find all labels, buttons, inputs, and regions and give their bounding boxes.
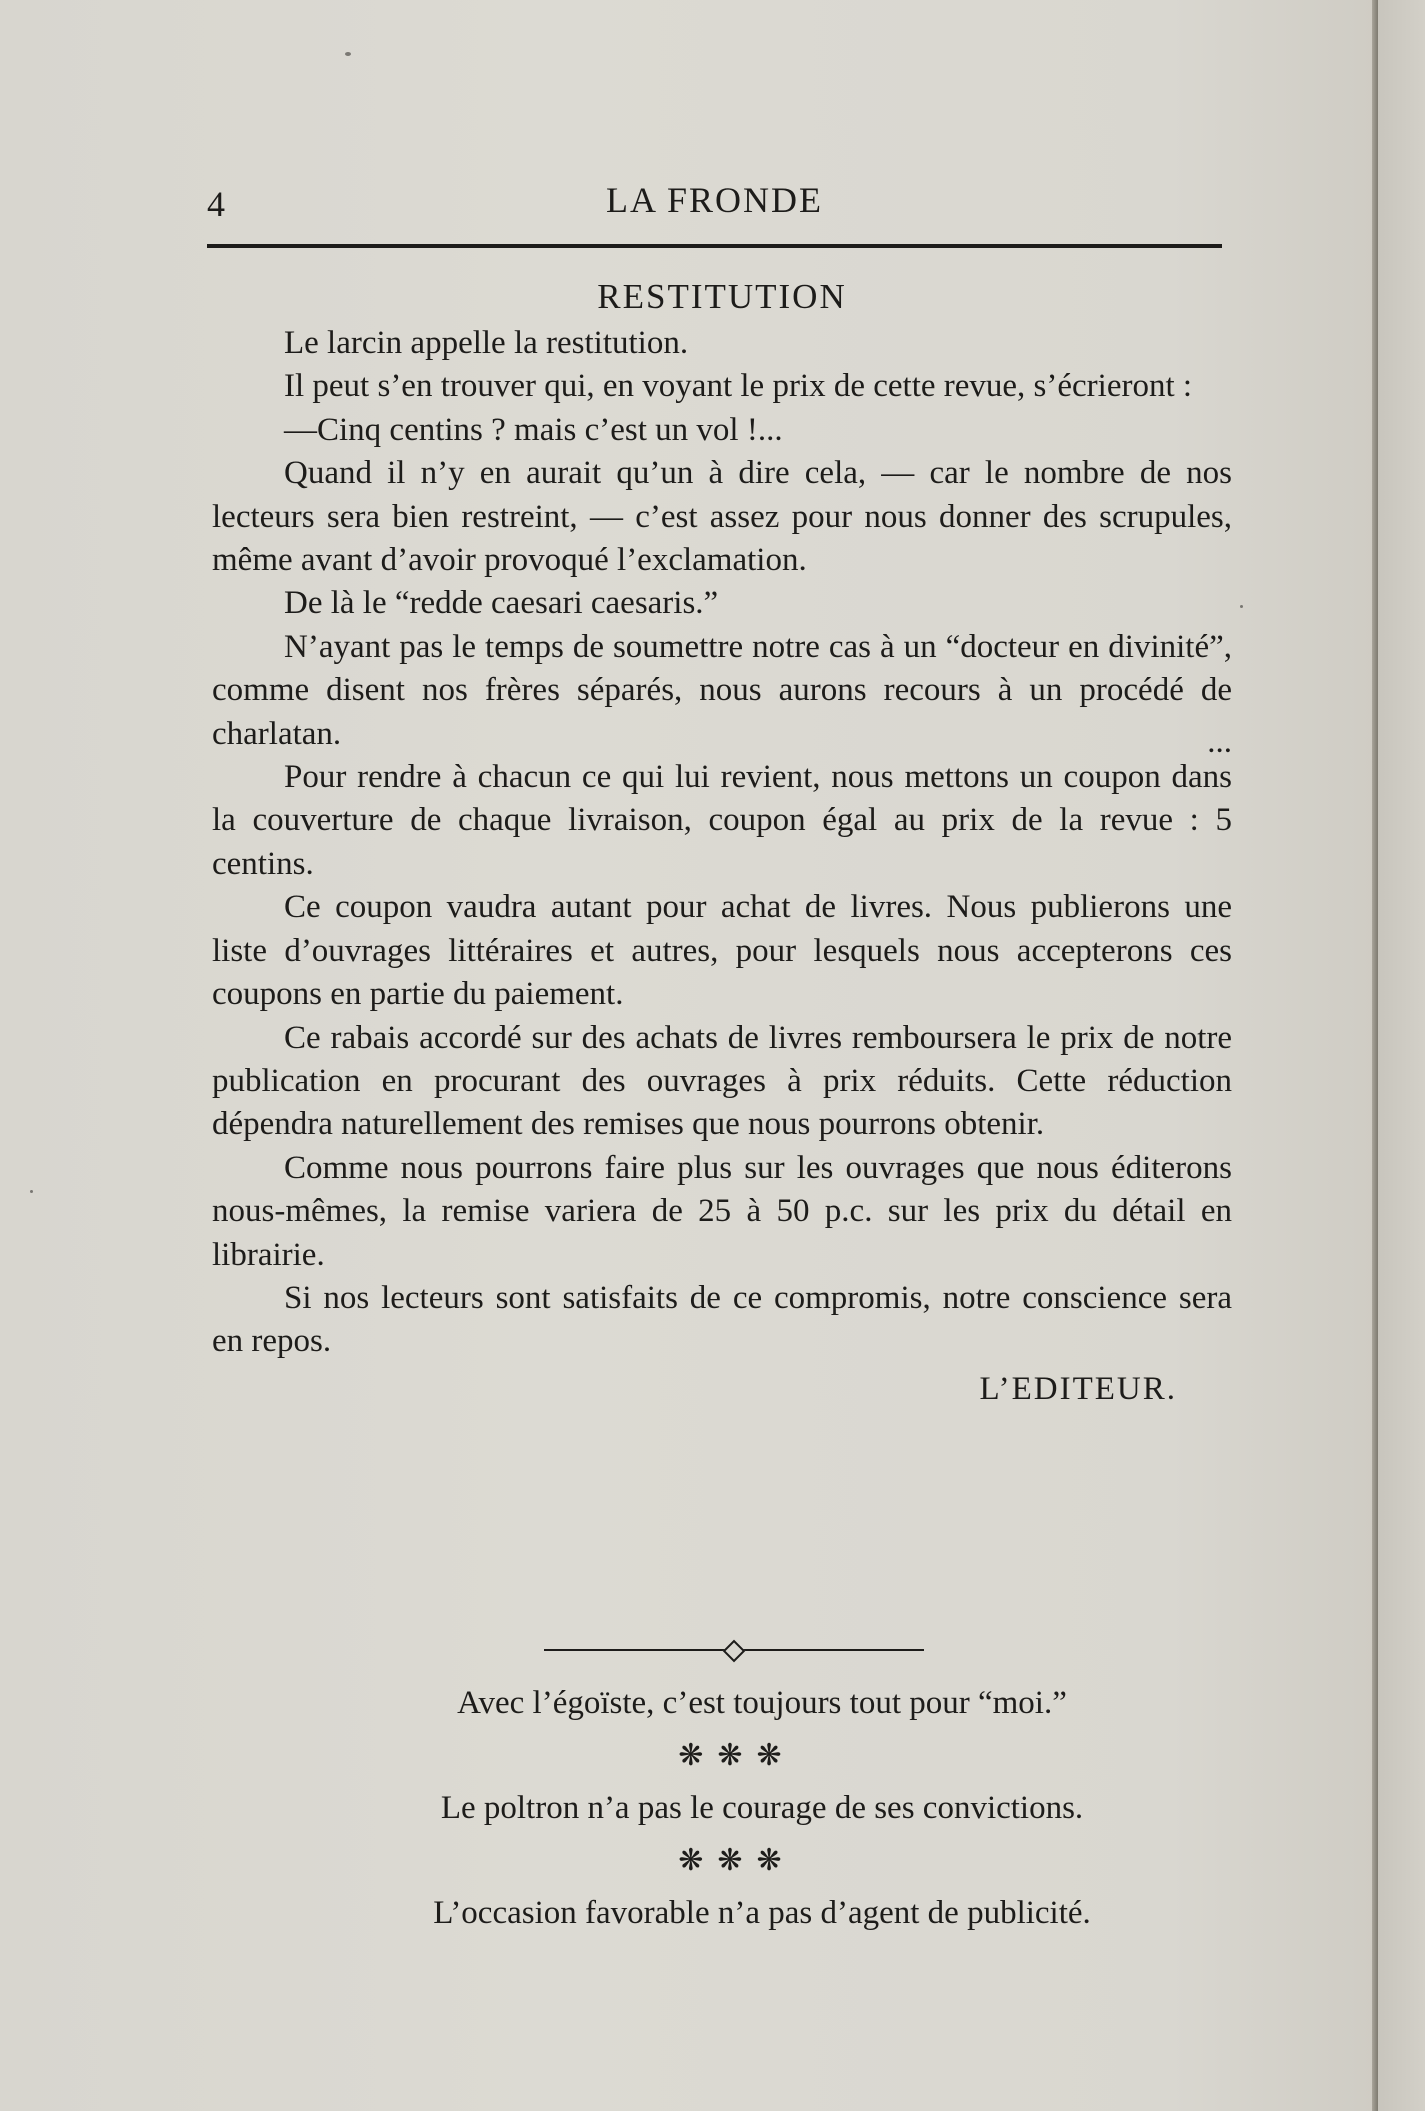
running-title: LA FRONDE — [605, 180, 824, 220]
paragraph: De là le “redde caesari caesaris.” — [284, 585, 719, 622]
divider-diamond-ornament — [723, 1640, 746, 1663]
paragraph: Quand il n’y en aurait qu’un à dire cela, — car le nombre de nos lecteurs sera bien restreint, — c’est assez pour nous donner des scrupules, même avant d’avoir provoqué l’exclamation. — [212, 455, 1232, 579]
paragraph: —Cinq centins ? mais c’est un vol !... — [284, 411, 783, 448]
header-rule — [207, 244, 1222, 248]
paragraph: Il peut s’en trouver qui, en voyant le prix de cette revue, s’écrieront : — [284, 368, 1193, 405]
article: RESTITUTION Le larcin appelle la restitution. Il peut s’en trouver qui, en voyant le prix de cette revue, s’écrieront : —Cinq centins ? mais c’est un vol !... Quand il n’y en aurait qu’un à dire cela, — car le nombre de nos lecteurs sera bien restreint, — c’est assez pour nous donner des scrupules, même avant d’avoir provoqué l’exclamation. De là le “redde caesari caesaris.” N’ayant pas le temps de soumettre notre cas à un “docteur en divinité”, comme disent nos frères séparés, nous aurons recours à un procédé de charlatan. ... Pour rendre à chacun ce qui lui revient, nous mettons un coupon dans la couverture de chaque livraison, coupon égal au prix de la revue : 5 centins. Ce coupon vaudra autant pour achat de livres. Nous publierons une liste d’ouvrages littéraires et autres, pour lesquels nous accepterons ces coupons en partie du paiement. Ce rabais accordé sur des achats de livres remboursera le prix de notre publication en procurant des ouvrages à prix réduits. Cette réduction dépendra naturellement des remises que nous pourrons obtenir. Comme nous pourrons faire plus sur les ouvrages que nous éditerons nous-mêmes, la remise variera de 25 à 50 p.c. sur les prix du détail en librairie. Si nos lecteurs sont satisfaits de ce compromis, notre conscience sera en repos. L’EDITEUR. — [212, 272, 1232, 1411]
maxim: L’occasion favorable n’a pas d’agent de publicité. — [433, 1895, 1091, 1931]
paragraph: Ce coupon vaudra autant pour achat de livres. Nous publierons une liste d’ouvrages littéraires et autres, pour lesquels nous accepterons ces coupons en partie du paiement. — [212, 889, 1232, 1013]
page-header — [207, 175, 1222, 225]
paragraph: Ce rabais accordé sur des achats de livres remboursera le prix de notre publication en procurant des ouvrages à prix réduits. Cette réduction dépendra naturellement des remises que nous pourrons obtenir. — [212, 1019, 1232, 1143]
paragraph: Si nos lecteurs sont satisfaits de ce compromis, notre conscience sera en repos. — [212, 1279, 1232, 1360]
section-divider — [544, 1640, 924, 1660]
paper-speck — [345, 52, 351, 56]
paragraph: Pour rendre à chacun ce qui lui revient, nous mettons un coupon dans la couverture de chaque livraison, coupon égal au prix de la revue : 5 centins. — [212, 759, 1232, 882]
paper-speck — [30, 1190, 33, 1193]
maxims — [212, 1678, 1232, 1938]
signature: L’EDITEUR. — [979, 1370, 1177, 1407]
maxim: Le poltron n’a pas le courage de ses convictions. — [440, 1790, 1084, 1826]
paragraph: Le larcin appelle la restitution. — [284, 325, 689, 361]
maxim: Avec l’égoïste, c’est toujours tout pour “moi.” — [457, 1685, 1067, 1721]
adjacent-page-edge — [1378, 0, 1425, 2111]
page-number: 4 — [207, 184, 225, 224]
paragraph: N’ayant pas le temps de soumettre notre cas à un “docteur en divinité”, comme disent nos frères séparés, nous aurons recours à un procédé de charlatan. — [212, 628, 1232, 752]
asterism-separator: ❋❋❋ — [678, 1844, 796, 1877]
article-title: RESTITUTION — [597, 277, 847, 316]
paper-speck — [1240, 605, 1243, 608]
paragraph: Comme nous pourrons faire plus sur les ouvrages que nous éditerons nous-mêmes, la remise variera de 25 à 50 p.c. sur les prix du détail en librairie. — [212, 1149, 1232, 1273]
asterism-separator: ❋❋❋ — [678, 1739, 796, 1772]
